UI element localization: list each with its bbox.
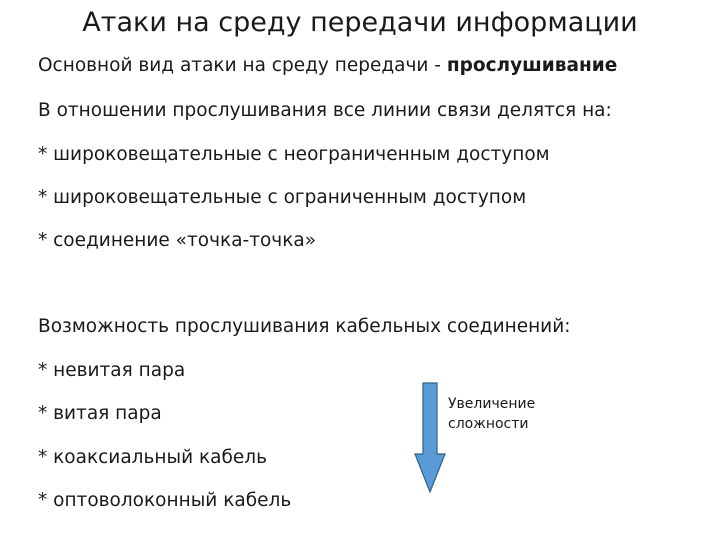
cable-heading: Возможность прослушивания кабельных соединений: bbox=[38, 316, 571, 337]
down-arrow-icon bbox=[414, 382, 446, 494]
line-type-item: * широковещательные с неограниченным доступом bbox=[38, 144, 550, 165]
intro-line bbox=[38, 54, 617, 78]
cable-type-item: * витая пара bbox=[38, 403, 162, 424]
arrow-label bbox=[448, 394, 535, 434]
intro-emphasis: прослушивание bbox=[446, 55, 618, 76]
cable-type-item: * коаксиальный кабель bbox=[38, 447, 268, 468]
intro-prefix: Основной вид атаки на среду передачи - bbox=[38, 55, 447, 76]
arrow-label-line: Увеличение bbox=[448, 396, 536, 412]
cable-type-item: * оптоволоконный кабель bbox=[38, 490, 292, 511]
arrow-label-line: сложности bbox=[448, 416, 529, 432]
lines-heading: В отношении прослушивания все линии связи делятся на: bbox=[38, 100, 612, 121]
slide-title: Атаки на среду передачи информации bbox=[82, 7, 638, 38]
line-type-item: * соединение «точка-точка» bbox=[38, 230, 317, 251]
cable-type-item: * невитая пара bbox=[38, 360, 186, 381]
line-type-item: * широковещательные с ограниченным доступом bbox=[38, 187, 527, 208]
